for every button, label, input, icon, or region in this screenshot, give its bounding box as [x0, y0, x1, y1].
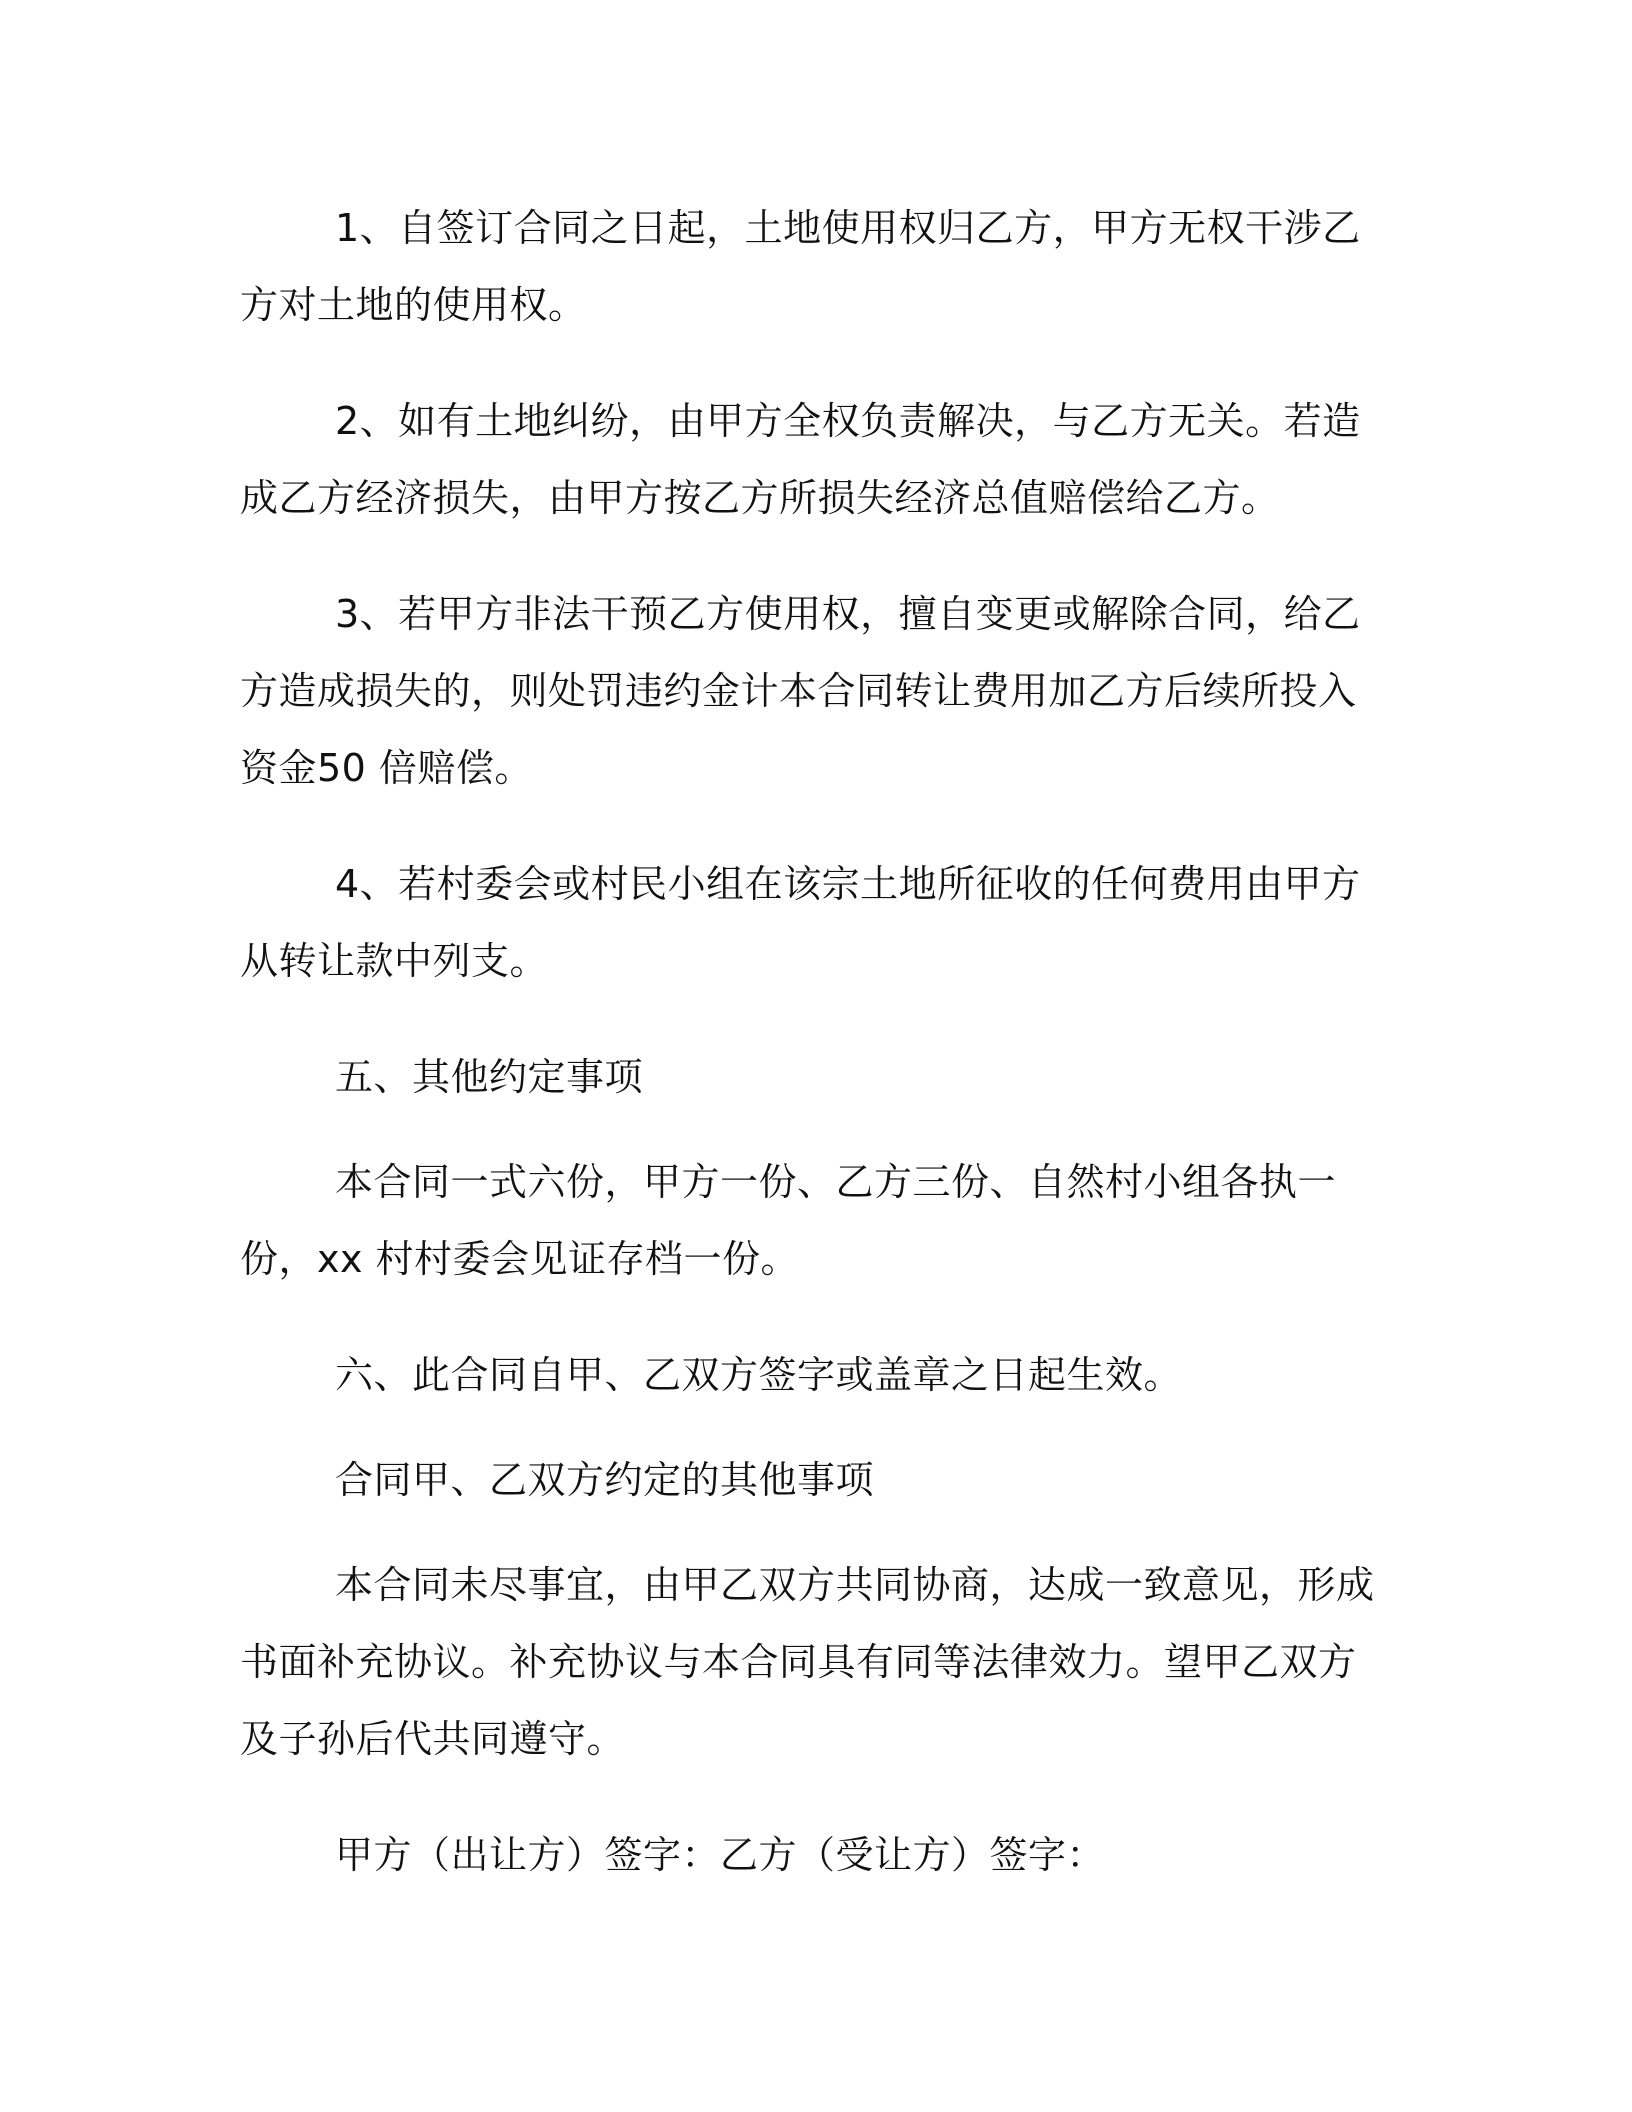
section-5-heading: 五、其他约定事项	[335, 1055, 644, 1099]
document-body	[240, 190, 1390, 1933]
clause-2-paragraph: 2、如有土地纠纷，由甲方全权负责解决，与乙方无关。若造成乙方经济损失，由甲方按乙方所损失经济总值赔偿给乙方。	[240, 399, 1361, 520]
clause-4-paragraph: 4、若村委会或村民小组在该宗土地所征收的任何费用由甲方从转让款中列支。	[240, 862, 1361, 983]
supplement-paragraph: 本合同未尽事宜，由甲乙双方共同协商，达成一致意见，形成书面补充协议。补充协议与本合同具有同等法律效力。望甲乙双方及子孙后代共同遵守。	[240, 1563, 1375, 1761]
other-matters-heading: 合同甲、乙双方约定的其他事项	[335, 1458, 875, 1502]
copies-paragraph: 本合同一式六份，甲方一份、乙方三份、自然村小组各执一份，xx 村村委会见证存档一份。	[240, 1160, 1337, 1281]
signature-line: 甲方（出让方）签字：乙方（受让方）签字：	[335, 1833, 1106, 1877]
clause-3-paragraph: 3、若甲方非法干预乙方使用权，擅自变更或解除合同，给乙方造成损失的，则处罚违约金计本合同转让费用加乙方后续所投入资金50 倍赔偿。	[240, 592, 1361, 790]
section-6-paragraph: 六、此合同自甲、乙双方签字或盖章之日起生效。	[335, 1353, 1183, 1397]
clause-1-paragraph: 1、自签订合同之日起，土地使用权归乙方，甲方无权干涉乙方对土地的使用权。	[240, 206, 1361, 327]
